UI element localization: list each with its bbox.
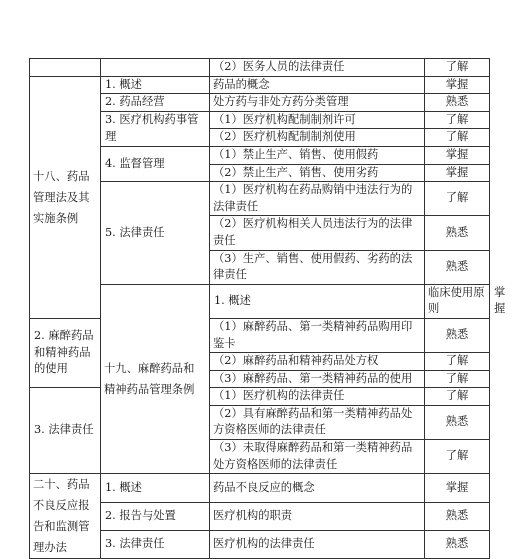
level-cell: 了解 [425, 388, 490, 406]
content-cell: （2）麻醉药品和精神药品处方权 [210, 353, 425, 371]
section-title-20: 二十、药品不良反应报告和监测管理办法 [30, 474, 101, 559]
unit-cell: 3. 法律责任 [30, 388, 101, 474]
unit-cell: 2. 麻醉药品和精神药品的使用 [30, 318, 101, 387]
table-row [30, 59, 490, 77]
unit-cell: 1. 概述 [101, 474, 210, 502]
level-cell: 熟悉 [425, 94, 490, 112]
unit-cell: 3. 医疗机构药事管理 [101, 111, 210, 146]
content-cell: （1）禁止生产、销售、使用假药 [210, 146, 425, 164]
table-row: 十九、麻醉药品和精神药品管理条例 1. 概述 临床使用原则 掌握 [30, 284, 490, 318]
unit-cell-empty [101, 59, 210, 77]
content-cell: （2）医务人员的法律责任 [210, 59, 425, 77]
content-cell: （3）生产、销售、使用假药、劣药的法律责任 [210, 250, 425, 284]
table-row [30, 474, 490, 502]
level-cell: 了解 [425, 370, 490, 388]
content-cell: （1）医疗机构配制制剂许可 [210, 111, 425, 129]
content-cell: （2）医疗机构配制制剂使用 [210, 129, 425, 147]
level-cell: 掌握 [425, 146, 490, 164]
content-cell: （1）医疗机构的法律责任 [210, 388, 425, 406]
table-row [30, 76, 490, 94]
section-cell-empty [30, 59, 101, 77]
content-cell: 医疗机构的法律责任 [210, 530, 425, 558]
level-cell: 掌握 [425, 164, 490, 182]
content-cell: （2）禁止生产、销售、使用劣药 [210, 164, 425, 182]
table-row [30, 318, 490, 352]
level-cell: 熟悉 [425, 405, 490, 439]
level-cell: 熟悉 [425, 250, 490, 284]
level-cell: 掌握 [425, 474, 490, 502]
unit-cell: 1. 概述 [210, 284, 425, 318]
unit-cell: 2. 药品经营 [101, 94, 210, 112]
unit-cell: 2. 报告与处置 [101, 502, 210, 530]
level-cell: 了解 [425, 129, 490, 147]
level-cell: 了解 [425, 111, 490, 129]
syllabus-table [29, 58, 506, 559]
content-cell: 药品的概念 [210, 76, 425, 94]
content-cell: （3）未取得麻醉药品和第一类精神药品处方资格医师的法律责任 [210, 440, 425, 474]
content-cell: （2）医疗机构相关人员违法行为的法律责任 [210, 216, 425, 250]
content-cell: （2）具有麻醉药品和第一类精神药品处方资格医师的法律责任 [210, 405, 425, 439]
unit-cell: 4. 监督管理 [101, 146, 210, 181]
table-row [30, 388, 490, 406]
level-cell: 熟悉 [425, 216, 490, 250]
section-title-18: 十八、药品管理法及其实施条例 [30, 76, 101, 318]
section-title-19: 十九、麻醉药品和精神药品管理条例 [101, 284, 210, 474]
content-cell: （1）麻醉药品、第一类精神药品购用印鉴卡 [210, 318, 425, 352]
level-cell: 了解 [425, 440, 490, 474]
level-cell: 了解 [425, 59, 490, 77]
unit-cell: 3. 法律责任 [101, 530, 210, 558]
level-cell: 熟悉 [425, 502, 490, 530]
content-cell: （3）麻醉药品、第一类精神药品的使用 [210, 370, 425, 388]
level-cell: 熟悉 [425, 530, 490, 558]
level-cell: 了解 [425, 182, 490, 216]
content-cell: （1）医疗机构在药品购销中违法行为的法律责任 [210, 182, 425, 216]
level-cell: 掌握 [425, 76, 490, 94]
unit-cell: 5. 法律责任 [101, 182, 210, 285]
content-cell: 药品不良反应的概念 [210, 474, 425, 502]
unit-cell: 1. 概述 [101, 76, 210, 94]
content-cell: 处方药与非处方药分类管理 [210, 94, 425, 112]
level-cell: 熟悉 [425, 318, 490, 352]
level-cell: 了解 [425, 353, 490, 371]
content-cell: 临床使用原则 [425, 284, 490, 318]
content-cell: 医疗机构的职责 [210, 502, 425, 530]
